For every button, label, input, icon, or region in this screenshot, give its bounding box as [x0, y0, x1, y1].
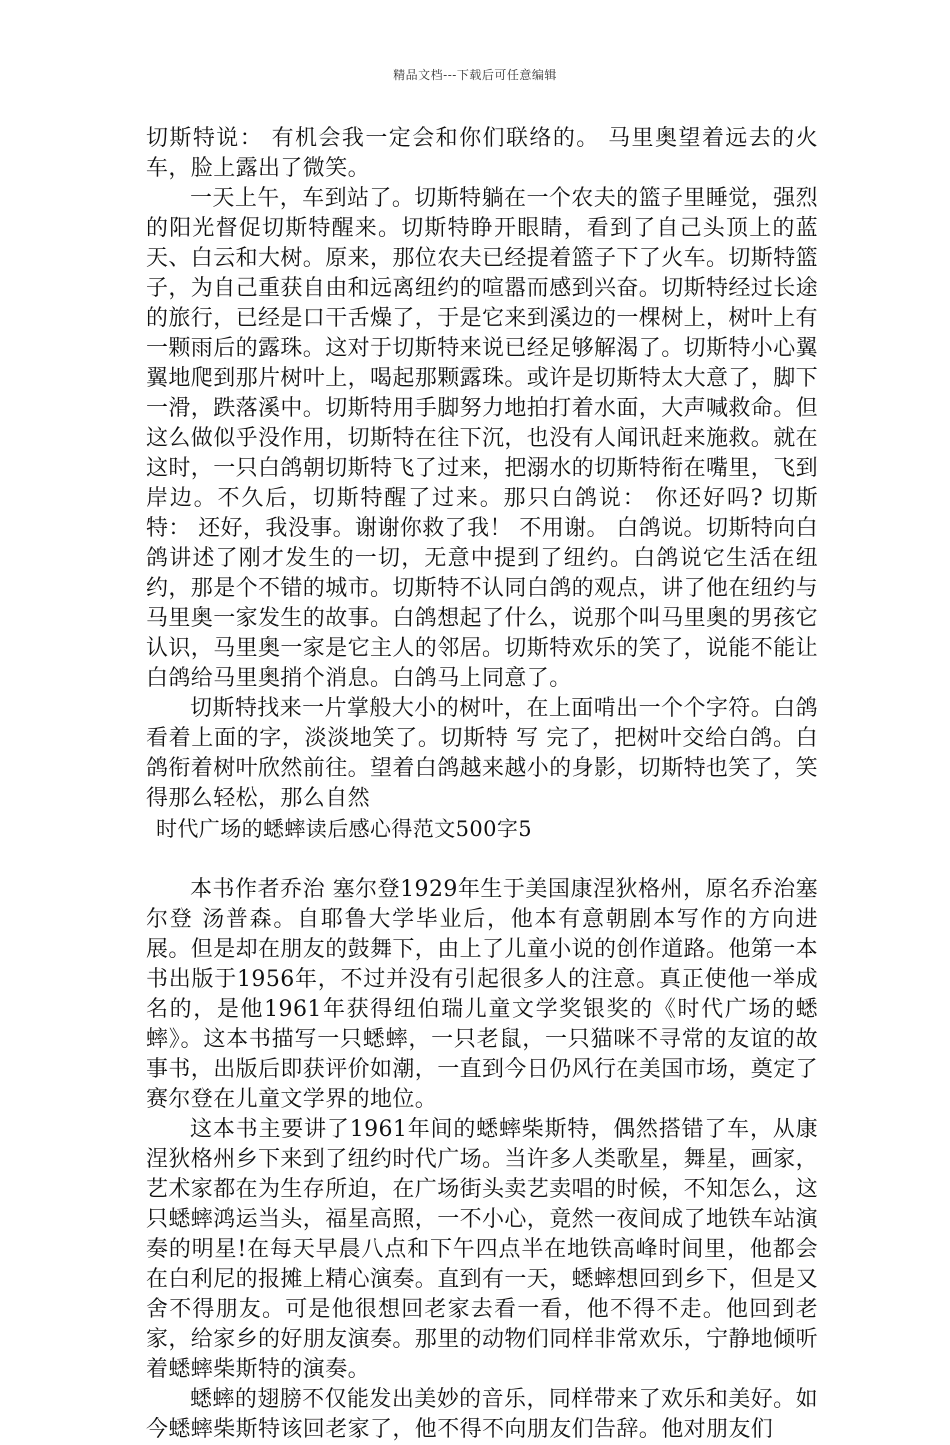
paragraph-4: 本书作者乔治 塞尔登1929年生于美国康涅狄格州，原名乔治塞尔登 汤普森。自耶鲁大学毕业后，他本有意朝剧本写作的方向进展。但是却在朋友的鼓舞下，由上了儿童小说的创作道路。他第一本书出版于1956年，不过并没有引起很多人的注意。真正使他一举成名的，是他1961年获得纽伯瑞儿童文学奖银奖的《时代广场的蟋蟀》。这本书描写一只蟋蟀，一只老鼠，一只猫咪不寻常的友谊的故事书，出版后即获评价如潮，一直到今日仍风行在美国市场，奠定了赛尔登在儿童文学界的地位。	[146, 877, 819, 1112]
paragraph-5: 这本书主要讲了1961年间的蟋蟀柴斯特，偶然搭错了车，从康涅狄格州乡下来到了纽约时代广场。当许多人类歌星，舞星，画家，艺术家都在为生存所迫，在广场街头卖艺卖唱的时候，不知怎么，这只蟋蟀鸿运当头，福星高照，一不小心，竟然一夜间成了地铁车站演奏的明星!在每天早晨八点和下午四点半在地铁高峰时间里，他都会在白利尼的报摊上精心演奏。直到有一天，蟋蟀想回到乡下，但是又舍不得朋友。可是他很想回老家去看一看，他不得不走。他回到老家，给家乡的好朋友演奏。那里的动物们同样非常欢乐，宁静地倾听着蟋蟀柴斯特的演奏。	[146, 1117, 819, 1382]
blank-line	[146, 844, 818, 875]
section-title: 时代广场的蟋蟀读后感心得范文500字5	[156, 817, 533, 841]
paragraph-3: 切斯特找来一片掌般大小的树叶，在上面啃出一个个字符。白鸽看着上面的字，淡淡地笑了。切斯特 写 完了，把树叶交给白鸽。白鸽衔着树叶欣然前往。望着白鸽越来越小的身影，切斯特也笑了，笑得那么轻松，那么自然	[146, 696, 819, 811]
paragraph-2: 一天上午，车到站了。切斯特躺在一个农夫的篮子里睡觉，强烈的阳光督促切斯特醒来。切斯特睁开眼睛，看到了自己头顶上的蓝天、白云和大树。原来，那位农夫已经提着篮子下了火车。切斯特篮子，为自己重获自由和远离纽约的喧嚣而感到兴奋。切斯特经过长途的旅行，已经是口干舌燥了，于是它来到溪边的一棵树上，树叶上有一颗雨后的露珠。这对于切斯特来说已经足够解渴了。切斯特小心翼翼地爬到那片树叶上，喝起那颗露珠。或许是切斯特太大意了，脚下一滑，跌落溪中。切斯特用手脚努力地拍打着水面，大声喊救命。但这么做似乎没作用，切斯特在往下沉，也没有人闻讯赶来施救。就在这时，一只白鸽朝切斯特飞了过来，把溺水的切斯特衔在嘴里，飞到岸边。不久后，切斯特醒了过来。那只白鸽说： 你还好吗? 切斯特： 还好，我没事。谢谢你救了我！ 不用谢。 白鸽说。切斯特向白鸽讲述了刚才发生的一切，无意中提到了纽约。白鸽说它生活在纽约，那是个不错的城市。切斯特不认同白鸽的观点，讲了他在纽约与马里奥一家发生的故事。白鸽想起了什么，说那个叫马里奥的男孩它认识，马里奥一家是它主人的邻居。切斯特欢乐的笑了，说能不能让白鸽给马里奥捎个消息。白鸽马上同意了。	[146, 186, 819, 691]
page-header: 精品文档---下载后可任意编辑	[393, 68, 557, 82]
document-body	[146, 124, 818, 1445]
paragraph-6: 蟋蟀的翅膀不仅能发出美妙的音乐，同样带来了欢乐和美好。如今蟋蟀柴斯特该回老家了，他不得不向朋友们告辞。他对朋友们	[146, 1387, 818, 1442]
paragraph-1: 切斯特说： 有机会我一定会和你们联络的。 马里奥望着远去的火车，脸上露出了微笑。	[146, 126, 818, 181]
